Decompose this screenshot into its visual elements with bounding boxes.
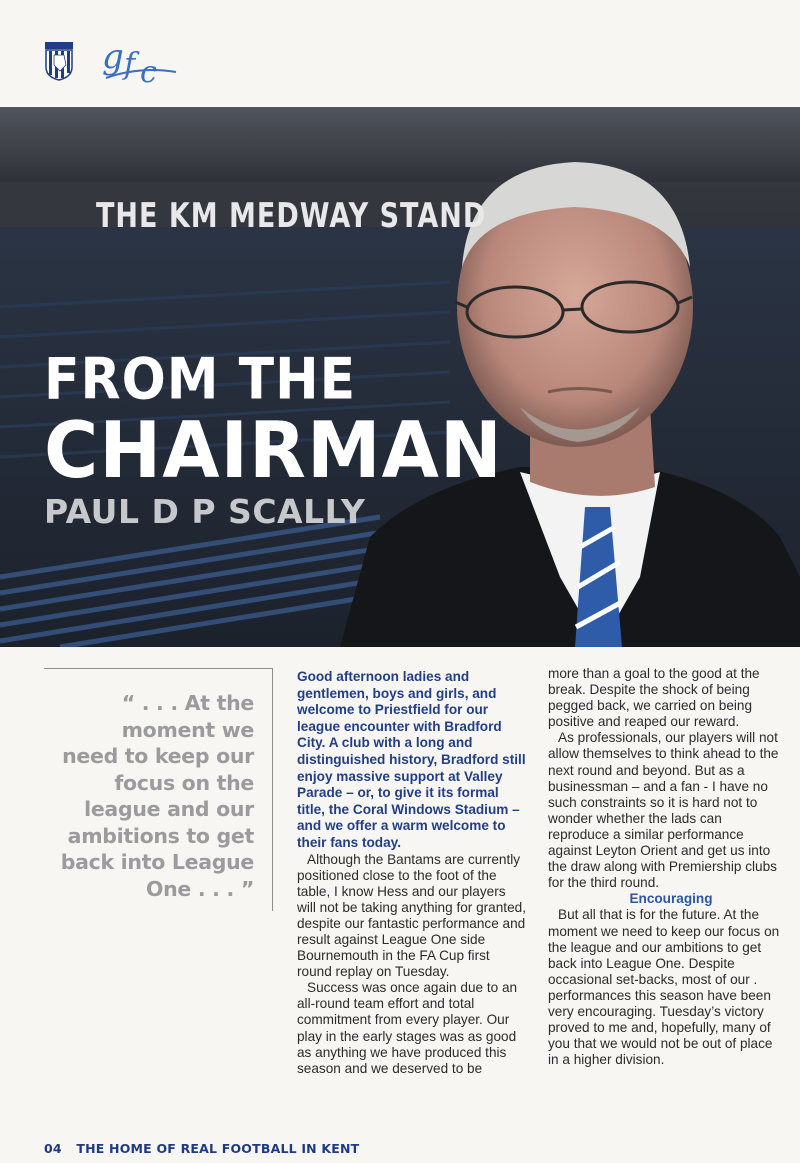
- stand-sign-text: THE KM MEDWAY STAND: [96, 197, 487, 236]
- article-column-3: [548, 666, 784, 1068]
- monogram-f-letter: f: [124, 47, 136, 82]
- article-subheading: Encouraging: [629, 891, 713, 907]
- article-paragraph-3: As professionals, our players will not allow themselves to think ahead to the next round and beyond. But as a businessman – and a fan - I have no such constraints so it is hard not to wonder whether the lads can reproduce a similar performance against Leyton Orient and get us into the draw along with Premiership clubs for the third round.: [548, 730, 779, 891]
- page-title-line-2: CHAIRMAN: [44, 405, 503, 496]
- gfc-monogram-logo: [100, 38, 180, 88]
- monogram-g-letter: g: [102, 38, 124, 77]
- monogram-c-letter: c: [140, 55, 157, 88]
- page-number: 04: [44, 1141, 62, 1156]
- page-title-line-1: FROM THE: [44, 346, 357, 413]
- author-name: PAUL D P SCALLY: [44, 492, 366, 531]
- page-footer: [44, 1141, 359, 1156]
- club-crest-icon: [44, 41, 74, 81]
- pull-quote: “ . . . At the moment we need to keep our focus on the league and our ambitions to get back into League One . . . ”: [60, 691, 254, 901]
- article-paragraph-1: Although the Bantams are currently positioned close to the foot of the table, I know Hess and our players will not be taking anything for granted, despite our fantastic performance and result against League One side Bournemouth in the FA Cup first round replay on Tuesday.: [297, 851, 526, 980]
- article-paragraph-2: Success was once again due to an all-round team effort and total commitment from every player. Our play in the early stages was as good as anything we have produced this season and we deserved to be: [297, 980, 518, 1076]
- article-paragraph-2-continued: more than a goal to the good at the break. Despite the shock of being pegged back, we carried on being positive and reaped our reward.: [548, 666, 760, 730]
- article-lead: Good afternoon ladies and gentlemen, boys and girls, and welcome to Priestfield for our league encounter with Bradford City. A club with a long and distinguished history, Bradford still enjoy massive support at Valley Parade – or, to give it its formal title, the Coral Windows Stadium – and we offer a warm welcome to their fans today.: [297, 669, 526, 850]
- hero-photo: [0, 107, 800, 647]
- article-paragraph-4: But all that is for the future. At the moment we need to keep our focus on the league and our ambitions to get back into League One. Despite occasional set-backs, most of our . performances this season have been very encouraging. Tuesday’s victory proved to me and, hopefully, many of you that we would not be out of place in a higher division.: [548, 907, 780, 1068]
- footer-tagline: THE HOME OF REAL FOOTBALL IN KENT: [76, 1141, 360, 1156]
- article-column-2: [297, 669, 527, 1077]
